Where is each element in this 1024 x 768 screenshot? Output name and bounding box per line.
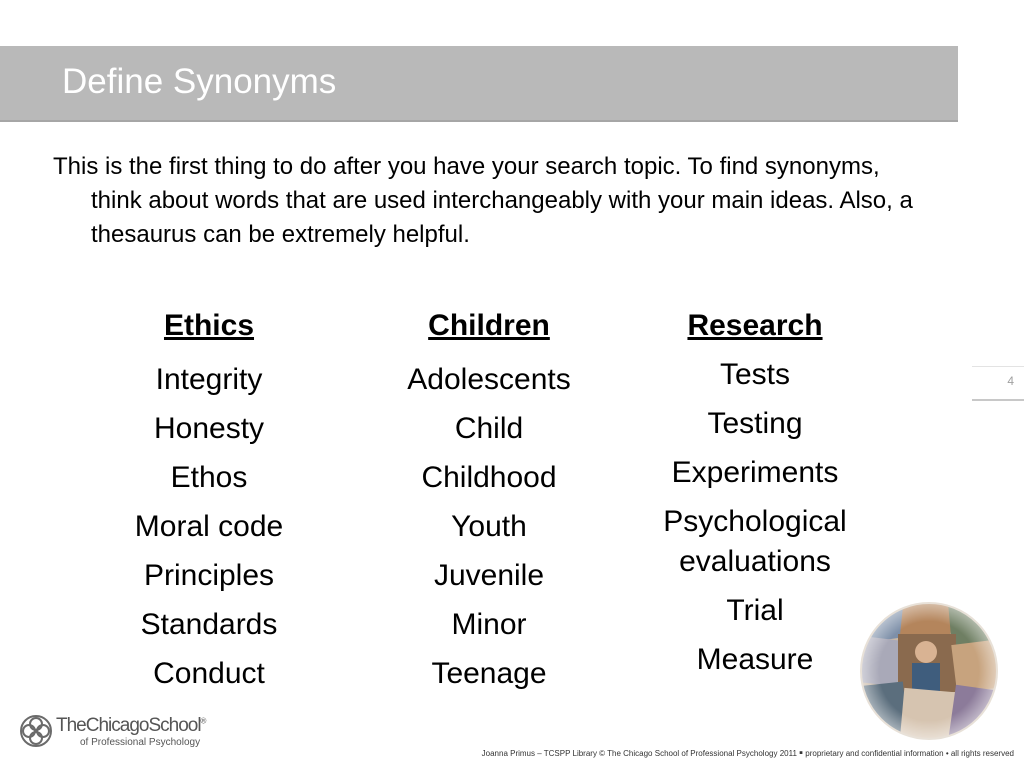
intro-text: This is the first thing to do after you have your search topic. To find synonyms, think about words that are used interchangeably with your main ideas. Also, a thesaurus can be extremely helpful. [53, 153, 913, 248]
footer-separator: • [945, 749, 949, 758]
synonym-item: Testing [707, 407, 803, 440]
intro-paragraph [53, 150, 923, 252]
synonym-item: Youth [451, 510, 527, 543]
synonym-item: Conduct [153, 657, 265, 690]
synonym-item: Child [454, 412, 524, 445]
logo-subtitle: of Professional Psychology [80, 737, 201, 748]
page-number: 4 [1007, 374, 1014, 388]
column-ethics [79, 306, 339, 698]
synonym-item: Teenage [431, 657, 547, 690]
synonym-item: Moral code [134, 510, 284, 543]
synonym-item: Principles [143, 559, 275, 592]
column-research [625, 306, 885, 689]
footer-credit: Joanna Primus – TCSPP Library © The Chicago School of Professional Psychology 2011 [481, 749, 797, 758]
slide-title: Define Synonyms [62, 62, 337, 101]
column-heading-research: Research [687, 309, 823, 342]
footer-rights: all rights reserved [950, 749, 1014, 758]
synonym-list-children [359, 355, 619, 698]
footer [380, 747, 1014, 759]
page-number-tab [972, 366, 1024, 401]
synonym-item: Juvenile [433, 559, 545, 592]
column-heading-children: Children [428, 309, 550, 342]
logo-wordmark [56, 715, 205, 737]
synonym-item: Adolescents [407, 363, 571, 396]
synonym-item: Standards [140, 608, 278, 641]
chicago-school-logo-icon [18, 713, 54, 749]
column-heading-ethics: Ethics [163, 309, 255, 342]
logo-name-text: TheChicagoSchool [56, 715, 201, 736]
synonym-item: Psychological evaluations [663, 505, 847, 578]
synonym-item: Experiments [671, 456, 839, 489]
column-children [359, 306, 619, 698]
synonym-item: Measure [696, 643, 814, 676]
synonym-item: Ethos [170, 461, 248, 494]
synonym-item: Integrity [155, 363, 263, 396]
synonym-list-ethics [79, 355, 339, 698]
logo-registered-mark: ® [200, 716, 206, 726]
photo-collage-image [858, 600, 1000, 742]
synonym-item: Childhood [421, 461, 557, 494]
footer-confidential: proprietary and confidential information [805, 749, 944, 758]
synonym-item: Trial [726, 594, 784, 627]
footer-separator: ▪ [799, 747, 804, 759]
chicago-school-logo [18, 713, 218, 755]
synonym-item: Tests [719, 358, 791, 391]
synonym-list-research [625, 355, 885, 680]
synonym-item: Minor [451, 608, 527, 641]
synonym-item: Honesty [153, 412, 265, 445]
